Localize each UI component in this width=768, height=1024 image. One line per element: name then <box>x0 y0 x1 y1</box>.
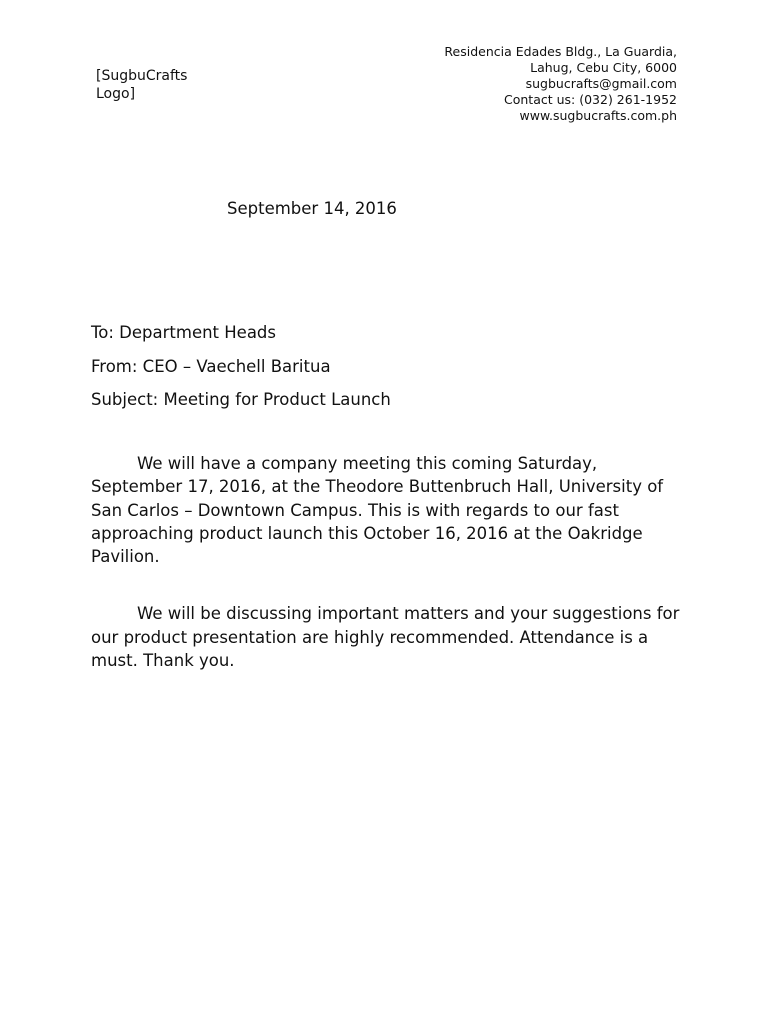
logo-placeholder: [SugbuCrafts Logo] <box>96 68 188 102</box>
address-line-city: Lahug, Cebu City, 6000 <box>530 60 677 75</box>
memo-header <box>91 322 391 423</box>
body-paragraph-attendance: We will be discussing important matters and your suggestions for our product presentation are highly recommended. Attendance is a must. Thank you. <box>91 604 680 671</box>
letterhead-address <box>444 44 677 124</box>
memo-subject-line: Subject: Meeting for Product Launch <box>91 390 391 409</box>
body-paragraph-meeting: We will have a company meeting this coming Saturday, September 17, 2016, at the Theodore Buttenbruch Hall, University of San Carlos – Downtown Campus. This is with regards to our fast approaching product launch this October 16, 2016 at the Oakridge Pavilion. <box>91 454 664 567</box>
address-line-email: sugbucrafts@gmail.com <box>525 76 677 91</box>
address-line-building: Residencia Edades Bldg., La Guardia, <box>444 44 677 59</box>
memo-from-line: From: CEO – Vaechell Baritua <box>91 356 331 376</box>
address-line-phone: Contact us: (032) 261-1952 <box>504 92 677 107</box>
letter-date: September 14, 2016 <box>227 199 397 218</box>
address-line-website: www.sugbucrafts.com.ph <box>519 108 677 123</box>
letter-body <box>91 452 691 706</box>
memo-to-line: To: Department Heads <box>91 323 277 342</box>
